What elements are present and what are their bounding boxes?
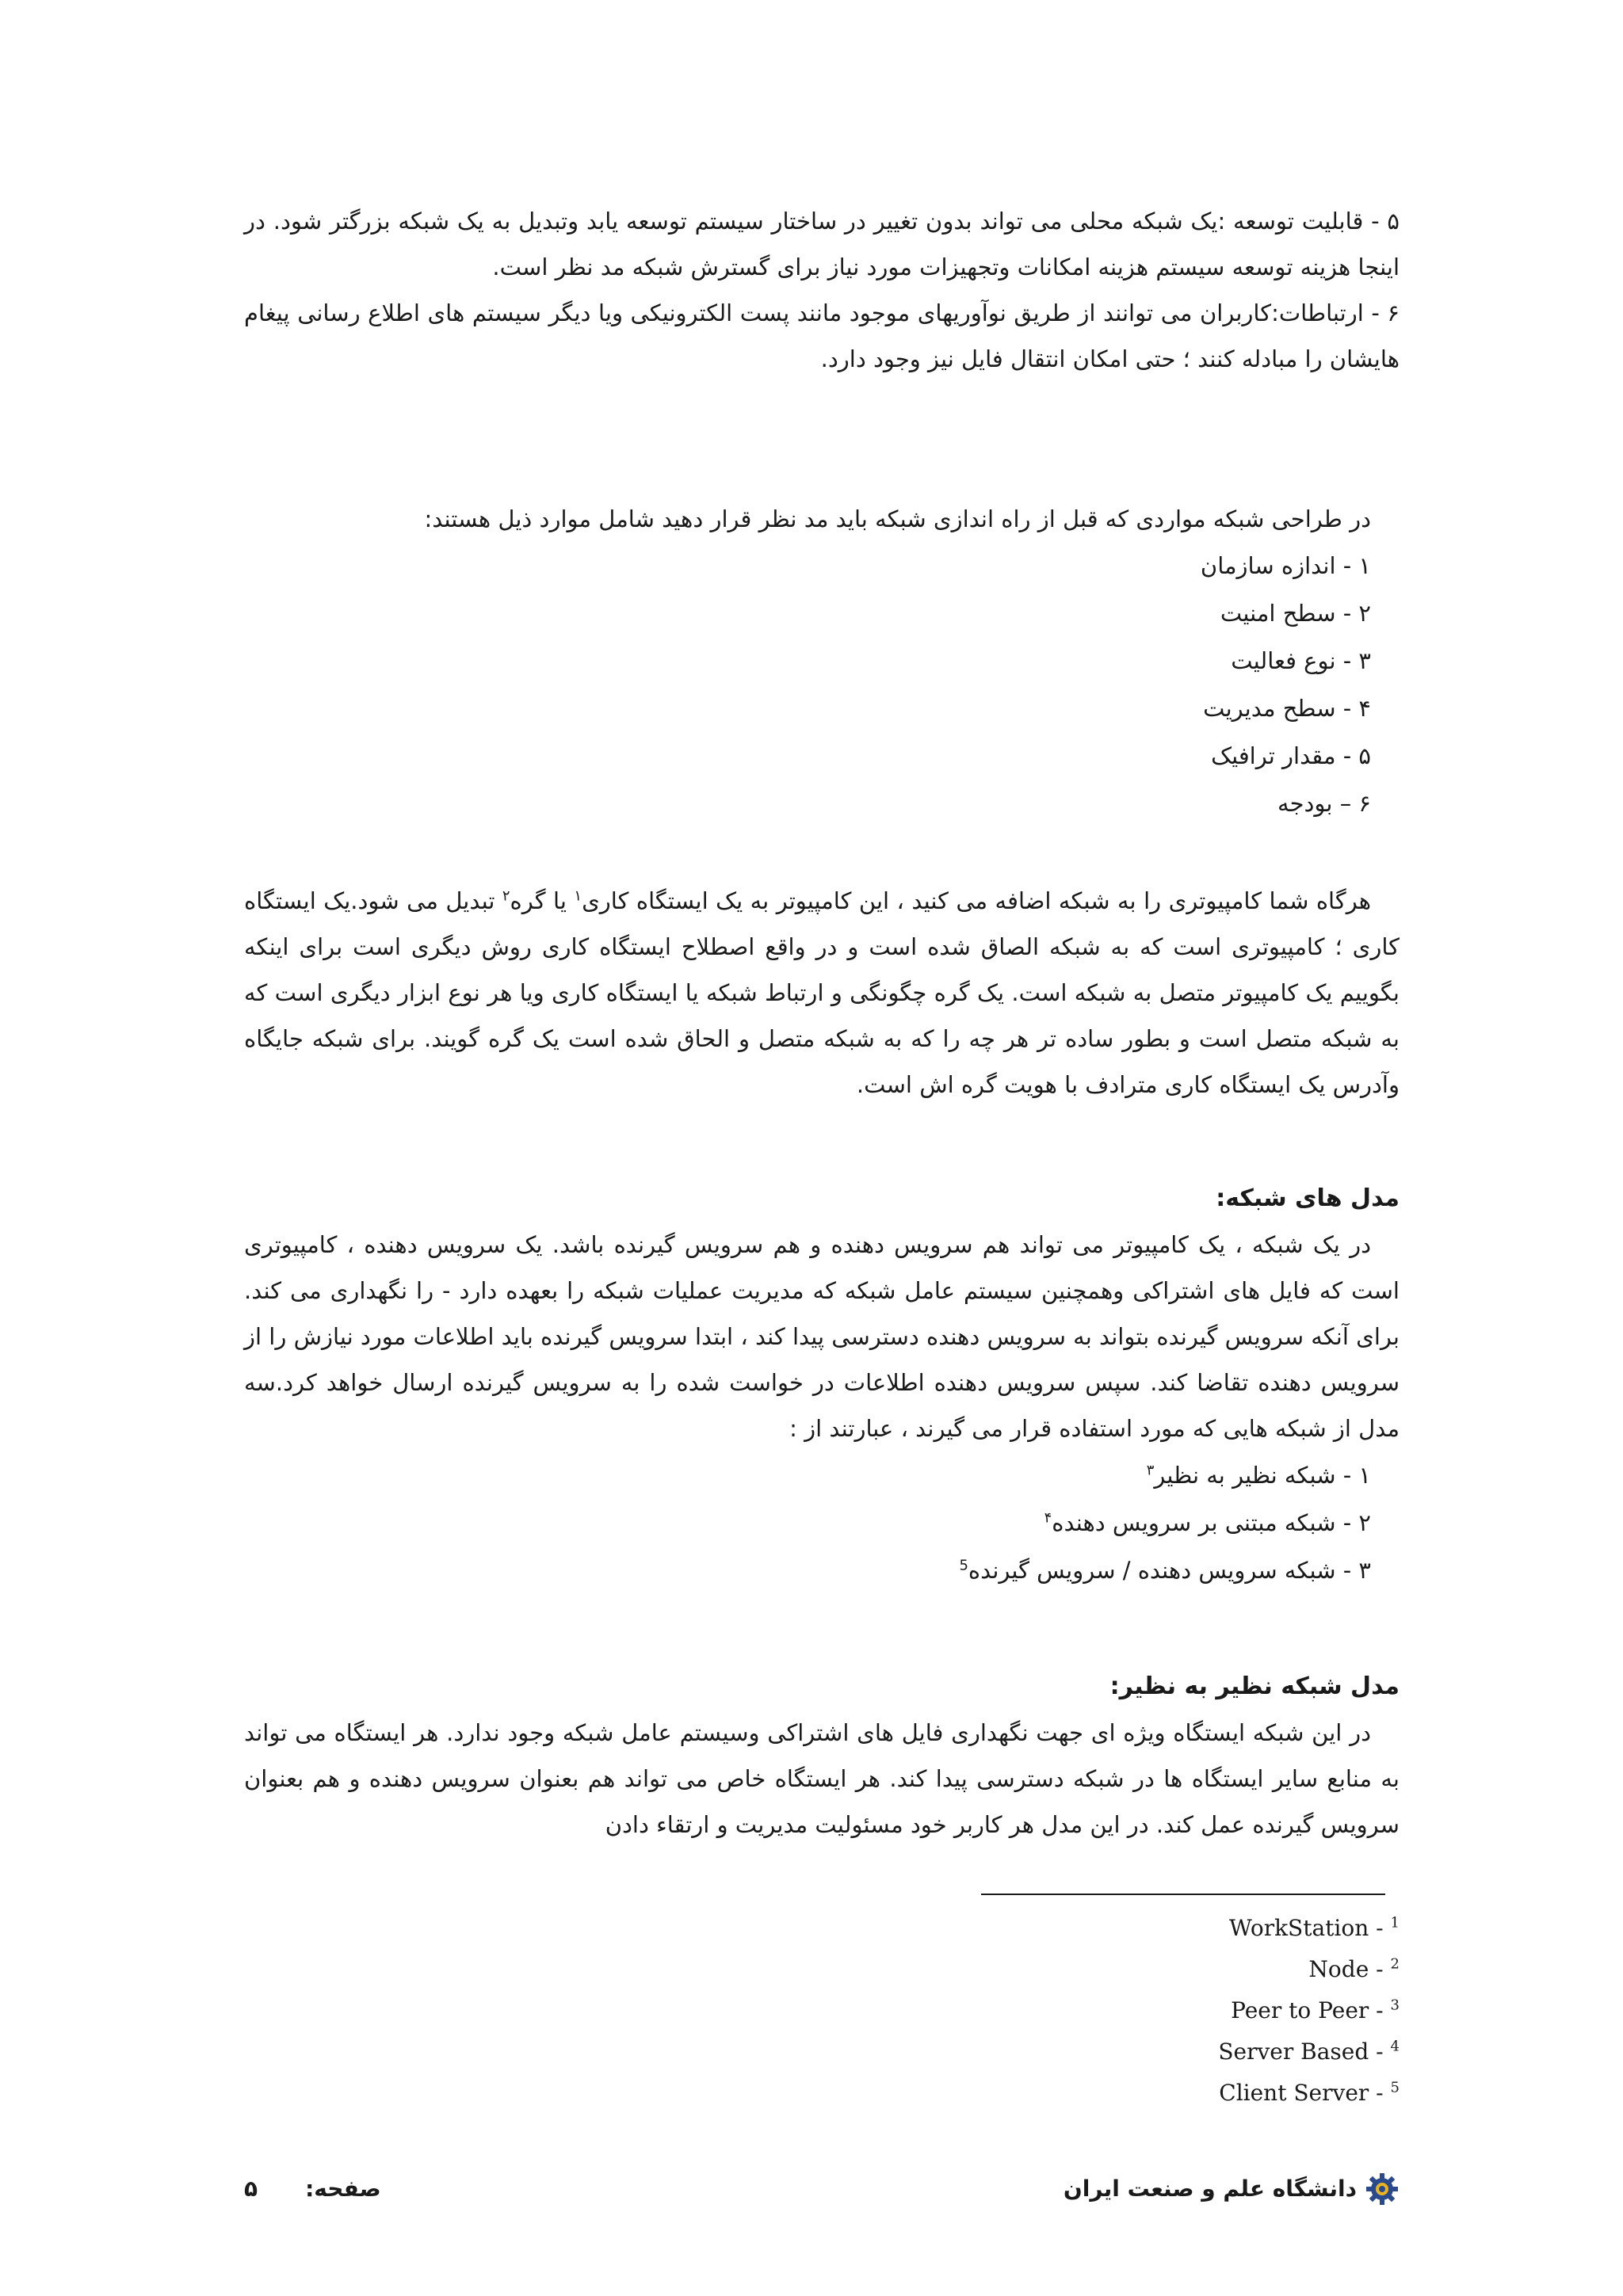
footnote-divider bbox=[981, 1894, 1385, 1895]
page-number: ۵ bbox=[244, 2176, 258, 2202]
footnote: WorkStation - $^1$ bbox=[1228, 1914, 1400, 1941]
list-item: ۱ - اندازه سازمان bbox=[1200, 552, 1371, 579]
design-intro: در طراحی شبکه مواردی که قبل از راه اندازی شبکه باید مد نظر قرار دهید شامل موارد ذیل هستند: bbox=[424, 505, 1371, 532]
university-gear-logo-icon bbox=[1365, 2172, 1400, 2206]
list-item: ۳ - شبکه سرویس دهنده / سرویس گیرنده$^5$ bbox=[959, 1557, 1371, 1584]
paragraph-communications: ۶ - ارتباطات:کاربران می توانند از طریق نوآوریهای موجود مانند پست الکترونیکی ویا دیگر سیستم های اطلاع رسانی پیغام هایشان را مبادله کنند ؛ حتی امکان انتقال فایل نیز وجود دارد. bbox=[244, 299, 1400, 372]
workstation-paragraph: هرگاه شما کامپیوتری را به شبکه اضافه می کنید ، این کامپیوتر به یک ایستگاه کاری$^۱$ یا گره$^۲$ تبدیل می شود.یک ایستگاه کاری ؛ کامپیوتری است که به شبکه الصاق شده است و در واقع اصطلاح ایستگاه کاری روش دیگری است برای اینکه بگوییم یک کامپیوتر متصل به شبکه است. یک گره چگونگی و ارتباط شبکه یا ایستگاه کاری ویا هر نوع ابزار دیگری است که به شبکه متصل است و بطور ساده تر هر چه را که به شبکه متصل و الحاق شده است یک گره گویند. برای شبکه جایگاه وآدرس یک ایستگاه کاری مترادف با هویت گره اش است. bbox=[244, 887, 1400, 1098]
footnote-ref[interactable]: 5 bbox=[959, 1557, 968, 1574]
intro-section bbox=[244, 198, 1400, 382]
design-considerations bbox=[244, 496, 1400, 827]
list-item: ۲ - سطح امنیت bbox=[1220, 600, 1371, 627]
footnote: Client Server - $^5$ bbox=[1219, 2079, 1400, 2106]
footnotes bbox=[924, 1908, 1400, 2114]
list-item: ۱ - شبکه نظیر به نظیر$^۳$ bbox=[1146, 1462, 1371, 1489]
network-models-section bbox=[244, 1176, 1400, 1594]
footnote-ref[interactable]: ۲ bbox=[502, 887, 510, 905]
list-item: ۳ - نوع فعالیت bbox=[1231, 647, 1371, 674]
list-item: ۲ - شبکه مبتنی بر سرویس دهنده$^۴$ bbox=[1044, 1509, 1371, 1536]
page-footer bbox=[0, 2169, 1623, 2217]
list-item: ۵ - مقدار ترافیک bbox=[1211, 742, 1371, 769]
models-list bbox=[244, 1451, 1400, 1594]
workstation-section bbox=[244, 878, 1400, 1108]
section-heading: مدل های شبکه: bbox=[1216, 1184, 1400, 1212]
footnote-ref[interactable]: ۴ bbox=[1044, 1509, 1052, 1527]
footer-page-info bbox=[244, 2169, 381, 2209]
footer-university bbox=[1064, 2169, 1400, 2209]
section-heading: مدل شبکه نظیر به نظیر: bbox=[1109, 1672, 1400, 1700]
peer-paragraph: در این شبکه ایستگاه ویژه ای جهت نگهداری فایل های اشتراکی وسیستم عامل شبکه وجود ندارد. هر ایستگاه می تواند به منابع سایر ایستگاه ها در شبکه دسترسی پیدا کند. هر ایستگاه خاص می تواند هم بعنوان سرویس دهنده و هم بعنوان سرویس گیرنده عمل کند. در این مدل هر کاربر خود مسئولیت مدیریت و ارتقاء دادن bbox=[244, 1719, 1400, 1838]
footnote: Server Based - $^4$ bbox=[1218, 2038, 1400, 2065]
university-name: دانشگاه علم و صنعت ایران bbox=[1063, 2176, 1357, 2202]
page-label: صفحه: bbox=[305, 2176, 381, 2202]
footnote-ref[interactable]: ۱ bbox=[574, 887, 582, 905]
models-paragraph: در یک شبکه ، یک کامپیوتر می تواند هم سرویس دهنده و هم سرویس گیرنده باشد. یک سرویس دهنده ، کامپیوتری است که فایل های اشتراکی وهمچنین سیستم عامل شبکه که مدیریت عملیات شبکه را بعهده دارد - را نگهداری می کند. برای آنکه سرویس گیرنده بتواند به سرویس دهنده دسترسی پیدا کند ، ابتدا سرویس گیرنده باید اطلاعات مورد نیازش را از سرویس دهنده تقاضا کند. سپس سرویس دهنده اطلاعات در خواست شده را به سرویس گیرنده ارسال خواهد کرد.سه مدل از شبکه هایی که مورد استفاده قرار می گیرند ، عبارتند از : bbox=[244, 1231, 1400, 1442]
footnote-ref[interactable]: ۳ bbox=[1146, 1462, 1155, 1479]
paragraph-expandability: ۵ - قابلیت توسعه :یک شبکه محلی می تواند بدون تغییر در ساختار سیستم توسعه یابد وتبدیل به یک شبکه بزرگتر شود. در اینجا هزینه توسعه سیستم هزینه امکانات وتجهیزات مورد نیاز برای گسترش شبکه مد نظر است. bbox=[244, 208, 1400, 280]
list-item: ۴ - سطح مدیریت bbox=[1203, 695, 1371, 722]
design-list bbox=[244, 542, 1400, 827]
footnote: Peer to Peer - $^3$ bbox=[1231, 1997, 1400, 2023]
footnote: Node - $^2$ bbox=[1308, 1955, 1400, 1982]
peer-model-section bbox=[244, 1664, 1400, 1848]
list-item: ۶ – بودجه bbox=[1277, 790, 1371, 817]
